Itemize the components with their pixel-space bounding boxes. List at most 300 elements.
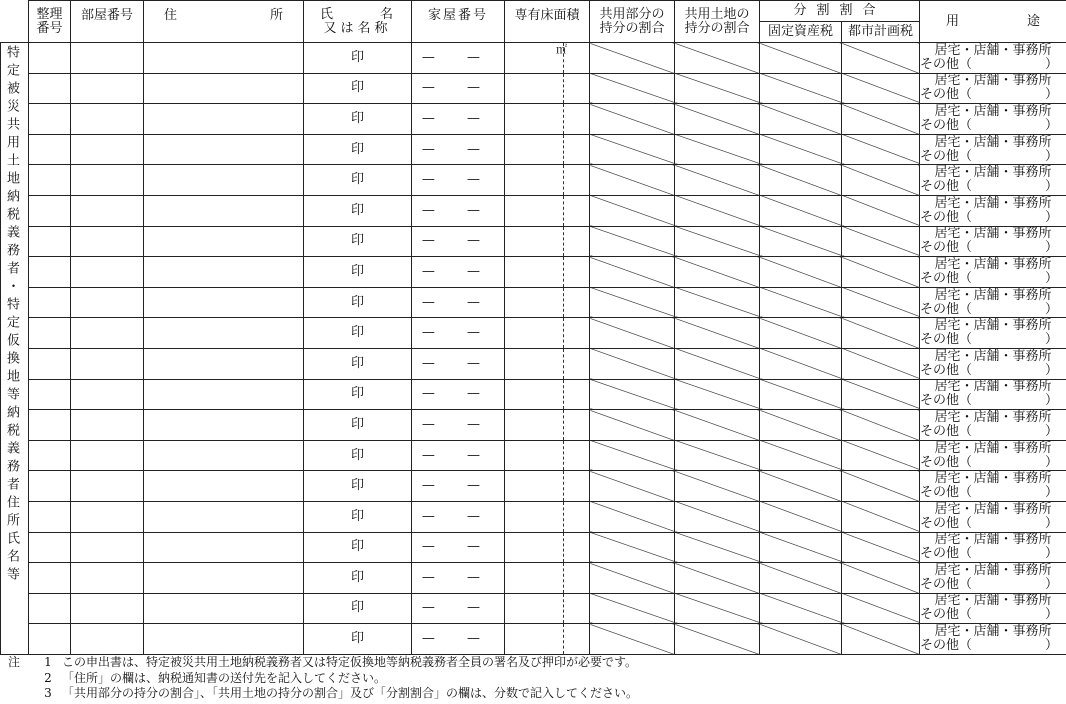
decimal-divider <box>563 349 564 379</box>
use-other-close: ） <box>1045 423 1059 439</box>
use-cell[interactable] <box>920 532 1066 563</box>
decimal-divider <box>563 594 564 624</box>
room-number-cell[interactable] <box>71 563 144 594</box>
use-options: 居宅・店舗・事務所 <box>934 165 1052 181</box>
address-cell[interactable] <box>144 348 304 379</box>
name-seal-cell[interactable] <box>304 624 412 655</box>
use-cell[interactable] <box>920 410 1066 441</box>
fixed-asset-tax-ratio-cell[interactable] <box>760 226 842 257</box>
room-number-cell[interactable] <box>71 624 144 655</box>
note-text: この申出書は、特定被災共用土地納税義務者又は特定仮換地等納税義務者全員の署名及び押印が必要です。 <box>62 655 638 669</box>
use-options: 居宅・店舗・事務所 <box>934 103 1052 119</box>
common-part-share-cell[interactable] <box>590 440 675 471</box>
seal-mark: 印 <box>350 233 364 249</box>
seiri-number-cell[interactable] <box>29 43 71 74</box>
seiri-number-cell[interactable] <box>29 226 71 257</box>
use-cell[interactable] <box>920 318 1066 349</box>
address-cell[interactable] <box>144 195 304 226</box>
floor-area-cell[interactable] <box>505 379 590 410</box>
name-seal-cell[interactable] <box>304 257 412 288</box>
use-cell[interactable] <box>920 134 1066 165</box>
use-other: その他（ <box>920 515 973 531</box>
seal-mark: 印 <box>350 110 364 126</box>
common-part-share-cell[interactable] <box>590 43 675 74</box>
city-planning-tax-ratio-cell[interactable] <box>842 348 920 379</box>
common-land-share-cell[interactable] <box>675 195 760 226</box>
room-number-cell[interactable] <box>71 501 144 532</box>
city-planning-tax-ratio-cell[interactable] <box>842 563 920 594</box>
name-seal-cell[interactable] <box>304 165 412 196</box>
common-part-share-cell[interactable] <box>590 287 675 318</box>
seal-mark: 印 <box>350 355 364 371</box>
name-seal-cell[interactable] <box>304 73 412 104</box>
common-part-share-cell[interactable] <box>590 410 675 441</box>
house-number-cell[interactable]: — — <box>412 379 505 410</box>
common-land-share-cell[interactable] <box>675 165 760 196</box>
common-part-share-cell[interactable] <box>590 532 675 563</box>
city-planning-tax-ratio-cell[interactable] <box>842 287 920 318</box>
seiri-number-cell[interactable] <box>29 563 71 594</box>
common-land-share-cell[interactable] <box>675 471 760 502</box>
address-cell[interactable] <box>144 471 304 502</box>
common-land-share-cell[interactable] <box>675 226 760 257</box>
name-seal-cell[interactable] <box>304 471 412 502</box>
fixed-asset-tax-ratio-cell[interactable] <box>760 43 842 74</box>
room-number-cell[interactable] <box>71 287 144 318</box>
seiri-header: 整理 番号 <box>29 1 71 43</box>
address-cell[interactable] <box>144 440 304 471</box>
room-number-cell[interactable] <box>71 165 144 196</box>
use-other: その他（ <box>920 607 973 623</box>
room-number-cell[interactable] <box>71 195 144 226</box>
use-other: その他（ <box>920 270 973 286</box>
common-land-share-cell[interactable] <box>675 624 760 655</box>
address-cell[interactable] <box>144 624 304 655</box>
house-number-cell[interactable]: — — <box>412 104 505 135</box>
city-planning-tax-header: 都市計画税 <box>842 22 920 43</box>
city-planning-tax-ratio-cell[interactable] <box>842 593 920 624</box>
city-planning-tax-ratio-cell[interactable] <box>842 104 920 135</box>
use-cell[interactable] <box>920 379 1066 410</box>
use-other: その他（ <box>920 240 973 256</box>
fixed-asset-tax-ratio-cell[interactable] <box>760 410 842 441</box>
house-number-cell[interactable]: — — <box>412 43 505 74</box>
floor-area-cell[interactable] <box>505 624 590 655</box>
common-land-share-cell[interactable] <box>675 532 760 563</box>
use-options: 居宅・店舗・事務所 <box>934 409 1052 425</box>
house-number-cell[interactable]: — — <box>412 195 505 226</box>
house-number-cell[interactable]: — — <box>412 318 505 349</box>
room-number-cell[interactable] <box>71 134 144 165</box>
fixed-asset-tax-ratio-cell[interactable] <box>760 134 842 165</box>
fixed-asset-tax-ratio-cell[interactable] <box>760 593 842 624</box>
use-cell[interactable] <box>920 257 1066 288</box>
floor-area-cell[interactable] <box>505 257 590 288</box>
fixed-asset-tax-ratio-cell[interactable] <box>760 318 842 349</box>
seal-mark: 印 <box>350 294 364 310</box>
house-number-cell[interactable]: — — <box>412 134 505 165</box>
fixed-asset-tax-ratio-cell[interactable] <box>760 501 842 532</box>
house-number-cell[interactable]: — — <box>412 287 505 318</box>
common-land-share-cell[interactable] <box>675 440 760 471</box>
common-land-share-cell[interactable] <box>675 287 760 318</box>
fixed-asset-tax-ratio-cell[interactable] <box>760 624 842 655</box>
common-land-share-header: 共用土地の 持分の割合 <box>675 1 760 43</box>
seiri-number-cell[interactable] <box>29 410 71 441</box>
common-part-share-header: 共用部分の 持分の割合 <box>590 1 675 43</box>
seal-mark: 印 <box>350 539 364 555</box>
table-row <box>1 226 1066 257</box>
common-part-share-cell[interactable] <box>590 226 675 257</box>
use-other: その他（ <box>920 485 973 501</box>
blank-corner <box>1 1 29 43</box>
use-cell[interactable] <box>920 104 1066 135</box>
city-planning-tax-ratio-cell[interactable] <box>842 318 920 349</box>
use-other: その他（ <box>920 638 973 654</box>
floor-area-cell[interactable] <box>505 348 590 379</box>
house-number-cell[interactable]: — — <box>412 73 505 104</box>
floor-area-cell[interactable] <box>505 287 590 318</box>
note-text: 「共用部分の持分の割合」、「共用土地の持分の割合」及び「分割割合」の欄は、分数で記入してください。 <box>62 686 639 700</box>
name-seal-cell[interactable] <box>304 226 412 257</box>
seiri-number-cell[interactable] <box>29 624 71 655</box>
floor-area-cell[interactable] <box>505 226 590 257</box>
use-other: その他（ <box>920 117 973 133</box>
use-other-close: ） <box>1045 607 1059 623</box>
use-other: その他（ <box>920 576 973 592</box>
name-seal-cell[interactable] <box>304 440 412 471</box>
use-options: 居宅・店舗・事務所 <box>934 195 1052 211</box>
use-cell[interactable] <box>920 563 1066 594</box>
use-header: 用 途 <box>920 1 1066 43</box>
table-row <box>1 440 1066 471</box>
name-seal-cell[interactable] <box>304 104 412 135</box>
name-seal-cell[interactable] <box>304 134 412 165</box>
use-other-close: ） <box>1045 485 1059 501</box>
common-land-share-cell[interactable] <box>675 379 760 410</box>
use-cell[interactable] <box>920 165 1066 196</box>
common-part-share-cell[interactable] <box>590 593 675 624</box>
fixed-asset-tax-ratio-cell[interactable] <box>760 379 842 410</box>
common-part-share-cell[interactable] <box>590 134 675 165</box>
common-land-share-cell[interactable] <box>675 134 760 165</box>
fixed-asset-tax-header: 固定資産税 <box>760 22 842 43</box>
name-seal-cell[interactable] <box>304 318 412 349</box>
decimal-divider <box>563 165 564 195</box>
address-cell[interactable] <box>144 410 304 441</box>
common-part-share-cell[interactable] <box>590 563 675 594</box>
decimal-divider <box>563 502 564 532</box>
address-cell[interactable] <box>144 226 304 257</box>
common-land-share-cell[interactable] <box>675 43 760 74</box>
house-number-cell[interactable]: — — <box>412 440 505 471</box>
seal-mark: 印 <box>350 631 364 647</box>
common-part-share-cell[interactable] <box>590 501 675 532</box>
address-cell[interactable] <box>144 73 304 104</box>
address-cell[interactable] <box>144 257 304 288</box>
city-planning-tax-ratio-cell[interactable] <box>842 410 920 441</box>
use-cell[interactable] <box>920 593 1066 624</box>
city-planning-tax-ratio-cell[interactable] <box>842 134 920 165</box>
use-cell[interactable] <box>920 73 1066 104</box>
common-part-share-cell[interactable] <box>590 195 675 226</box>
use-other-close: ） <box>1045 270 1059 286</box>
common-land-share-cell[interactable] <box>675 348 760 379</box>
fixed-asset-tax-ratio-cell[interactable] <box>760 195 842 226</box>
floor-area-cell[interactable] <box>505 410 590 441</box>
name-seal-cell[interactable] <box>304 195 412 226</box>
city-planning-tax-ratio-cell[interactable] <box>842 624 920 655</box>
floor-area-cell[interactable] <box>505 440 590 471</box>
fixed-asset-tax-ratio-cell[interactable] <box>760 440 842 471</box>
address-cell[interactable] <box>144 134 304 165</box>
seiri-number-cell[interactable] <box>29 501 71 532</box>
floor-area-cell[interactable] <box>505 134 590 165</box>
use-cell[interactable] <box>920 501 1066 532</box>
seal-mark: 印 <box>350 325 364 341</box>
name-seal-cell[interactable] <box>304 410 412 441</box>
use-options: 居宅・店舗・事務所 <box>934 624 1052 640</box>
common-part-share-cell[interactable] <box>590 624 675 655</box>
address-cell[interactable] <box>144 318 304 349</box>
common-land-share-cell[interactable] <box>675 104 760 135</box>
common-part-share-cell[interactable] <box>590 318 675 349</box>
decimal-divider <box>563 533 564 563</box>
seal-mark: 印 <box>350 569 364 585</box>
house-number-cell[interactable]: — — <box>412 532 505 563</box>
table-row <box>1 257 1066 288</box>
house-number-cell[interactable]: — — <box>412 348 505 379</box>
common-part-share-cell[interactable] <box>590 165 675 196</box>
use-other: その他（ <box>920 148 973 164</box>
city-planning-tax-ratio-cell[interactable] <box>842 471 920 502</box>
house-number-cell[interactable]: — — <box>412 165 505 196</box>
decimal-divider <box>563 104 564 134</box>
use-other-close: ） <box>1045 393 1059 409</box>
address-cell[interactable] <box>144 563 304 594</box>
use-cell[interactable] <box>920 287 1066 318</box>
house-number-cell[interactable]: — — <box>412 226 505 257</box>
room-number-cell[interactable] <box>71 440 144 471</box>
common-part-share-cell[interactable] <box>590 73 675 104</box>
decimal-divider <box>563 135 564 165</box>
seiri-number-cell[interactable] <box>29 195 71 226</box>
address-cell[interactable] <box>144 287 304 318</box>
room-number-cell[interactable] <box>71 532 144 563</box>
room-number-cell[interactable] <box>71 318 144 349</box>
city-planning-tax-ratio-cell[interactable] <box>842 440 920 471</box>
city-planning-tax-ratio-cell[interactable] <box>842 532 920 563</box>
room-number-cell[interactable] <box>71 43 144 74</box>
room-number-cell[interactable] <box>71 379 144 410</box>
fixed-asset-tax-ratio-cell[interactable] <box>760 104 842 135</box>
seiri-number-cell[interactable] <box>29 104 71 135</box>
name-seal-cell[interactable] <box>304 532 412 563</box>
address-cell[interactable] <box>144 532 304 563</box>
decimal-divider <box>563 288 564 318</box>
use-options: 居宅・店舗・事務所 <box>934 348 1052 364</box>
fixed-asset-tax-ratio-cell[interactable] <box>760 73 842 104</box>
floor-area-cell[interactable] <box>505 43 590 74</box>
table-row <box>1 104 1066 135</box>
table-row <box>1 73 1066 104</box>
seiri-number-cell[interactable] <box>29 257 71 288</box>
house-number-cell[interactable]: — — <box>412 501 505 532</box>
fixed-asset-tax-ratio-cell[interactable] <box>760 287 842 318</box>
floor-area-cell[interactable] <box>505 563 590 594</box>
common-land-share-cell[interactable] <box>675 563 760 594</box>
common-land-share-cell[interactable] <box>675 593 760 624</box>
note-text: 「住所」の欄は、納税通知書の送付先を記入してください。 <box>62 670 387 685</box>
house-number-cell[interactable]: — — <box>412 563 505 594</box>
decimal-divider <box>563 471 564 501</box>
floor-area-cell[interactable] <box>505 318 590 349</box>
floor-area-cell[interactable] <box>505 501 590 532</box>
use-cell[interactable] <box>920 471 1066 502</box>
decimal-divider <box>563 318 564 348</box>
floor-area-cell[interactable] <box>505 471 590 502</box>
table-row <box>1 318 1066 349</box>
fixed-asset-tax-ratio-cell[interactable] <box>760 165 842 196</box>
address-cell[interactable] <box>144 379 304 410</box>
floor-area-cell[interactable] <box>505 104 590 135</box>
use-options: 居宅・店舗・事務所 <box>934 532 1052 548</box>
common-land-share-cell[interactable] <box>675 257 760 288</box>
room-number-cell[interactable] <box>71 257 144 288</box>
seiri-number-cell[interactable] <box>29 440 71 471</box>
room-number-cell[interactable] <box>71 410 144 441</box>
seiri-number-cell[interactable] <box>29 318 71 349</box>
fixed-asset-tax-ratio-cell[interactable] <box>760 532 842 563</box>
use-other-close: ） <box>1045 179 1059 195</box>
name-seal-cell[interactable] <box>304 379 412 410</box>
room-number-cell[interactable] <box>71 348 144 379</box>
note-item <box>8 671 1058 687</box>
name-seal-cell[interactable] <box>304 593 412 624</box>
floor-area-cell[interactable] <box>505 73 590 104</box>
fixed-asset-tax-ratio-cell[interactable] <box>760 348 842 379</box>
seiri-number-cell[interactable] <box>29 532 71 563</box>
city-planning-tax-ratio-cell[interactable] <box>842 257 920 288</box>
seal-mark: 印 <box>350 80 364 96</box>
seal-mark: 印 <box>350 386 364 402</box>
name-seal-cell[interactable] <box>304 501 412 532</box>
use-other-close: ） <box>1045 546 1059 562</box>
address-cell[interactable] <box>144 43 304 74</box>
fixed-asset-tax-ratio-cell[interactable] <box>760 471 842 502</box>
use-other: その他（ <box>920 301 973 317</box>
floor-area-cell[interactable] <box>505 165 590 196</box>
house-number-cell[interactable]: — — <box>412 410 505 441</box>
floor-area-cell[interactable] <box>505 195 590 226</box>
use-cell[interactable] <box>920 226 1066 257</box>
seiri-number-cell[interactable] <box>29 379 71 410</box>
common-land-share-cell[interactable] <box>675 501 760 532</box>
use-cell[interactable] <box>920 195 1066 226</box>
common-part-share-cell[interactable] <box>590 471 675 502</box>
use-cell[interactable] <box>920 348 1066 379</box>
table-row <box>1 134 1066 165</box>
use-other-close: ） <box>1045 454 1059 470</box>
decimal-divider <box>563 441 564 471</box>
city-planning-tax-ratio-cell[interactable] <box>842 195 920 226</box>
note-number: 3 <box>44 686 52 700</box>
seiri-number-cell[interactable] <box>29 165 71 196</box>
name-seal-cell[interactable] <box>304 563 412 594</box>
city-planning-tax-ratio-cell[interactable] <box>842 226 920 257</box>
house-number-cell[interactable]: — — <box>412 624 505 655</box>
seiri-number-cell[interactable] <box>29 593 71 624</box>
house-number-cell[interactable]: — — <box>412 593 505 624</box>
seiri-number-cell[interactable] <box>29 348 71 379</box>
use-other-close: ） <box>1045 87 1059 103</box>
room-number-cell[interactable] <box>71 226 144 257</box>
table-row <box>1 348 1066 379</box>
room-number-cell[interactable] <box>71 471 144 502</box>
table-row <box>1 532 1066 563</box>
name-seal-cell[interactable] <box>304 287 412 318</box>
house-number-cell[interactable]: — — <box>412 257 505 288</box>
fixed-asset-tax-ratio-cell[interactable] <box>760 563 842 594</box>
use-options: 居宅・店舗・事務所 <box>934 440 1052 456</box>
address-cell[interactable] <box>144 593 304 624</box>
city-planning-tax-ratio-cell[interactable] <box>842 501 920 532</box>
city-planning-tax-ratio-cell[interactable] <box>842 379 920 410</box>
room-number-cell[interactable] <box>71 73 144 104</box>
common-part-share-cell[interactable] <box>590 257 675 288</box>
seiri-number-cell[interactable] <box>29 287 71 318</box>
city-planning-tax-ratio-cell[interactable] <box>842 165 920 196</box>
room-number-cell[interactable] <box>71 593 144 624</box>
city-planning-tax-ratio-cell[interactable] <box>842 73 920 104</box>
use-options: 居宅・店舗・事務所 <box>934 73 1052 89</box>
use-cell[interactable] <box>920 43 1066 74</box>
floor-area-cell[interactable] <box>505 593 590 624</box>
seal-mark: 印 <box>350 416 364 432</box>
seiri-number-cell[interactable] <box>29 471 71 502</box>
table-row <box>1 379 1066 410</box>
house-number-cell[interactable]: — — <box>412 471 505 502</box>
table-row <box>1 165 1066 196</box>
address-cell[interactable] <box>144 165 304 196</box>
fixed-asset-tax-ratio-cell[interactable] <box>760 257 842 288</box>
address-cell[interactable] <box>144 501 304 532</box>
name-seal-cell[interactable] <box>304 348 412 379</box>
seal-mark: 印 <box>350 508 364 524</box>
name-seal-cell[interactable] <box>304 43 412 74</box>
room-number-cell[interactable] <box>71 104 144 135</box>
common-part-share-cell[interactable] <box>590 348 675 379</box>
common-land-share-cell[interactable] <box>675 410 760 441</box>
use-cell[interactable] <box>920 624 1066 655</box>
common-part-share-cell[interactable] <box>590 104 675 135</box>
floor-area-cell[interactable] <box>505 532 590 563</box>
city-planning-tax-ratio-cell[interactable] <box>842 43 920 74</box>
use-options: 居宅・店舗・事務所 <box>934 226 1052 242</box>
common-part-share-cell[interactable] <box>590 379 675 410</box>
decimal-divider <box>563 196 564 226</box>
use-options: 居宅・店舗・事務所 <box>934 562 1052 578</box>
use-other-close: ） <box>1045 240 1059 256</box>
address-cell[interactable] <box>144 104 304 135</box>
common-land-share-cell[interactable] <box>675 318 760 349</box>
seiri-number-cell[interactable] <box>29 134 71 165</box>
seiri-number-cell[interactable] <box>29 73 71 104</box>
common-land-share-cell[interactable] <box>675 73 760 104</box>
table-row <box>1 501 1066 532</box>
use-cell[interactable] <box>920 440 1066 471</box>
seal-mark: 印 <box>350 202 364 218</box>
